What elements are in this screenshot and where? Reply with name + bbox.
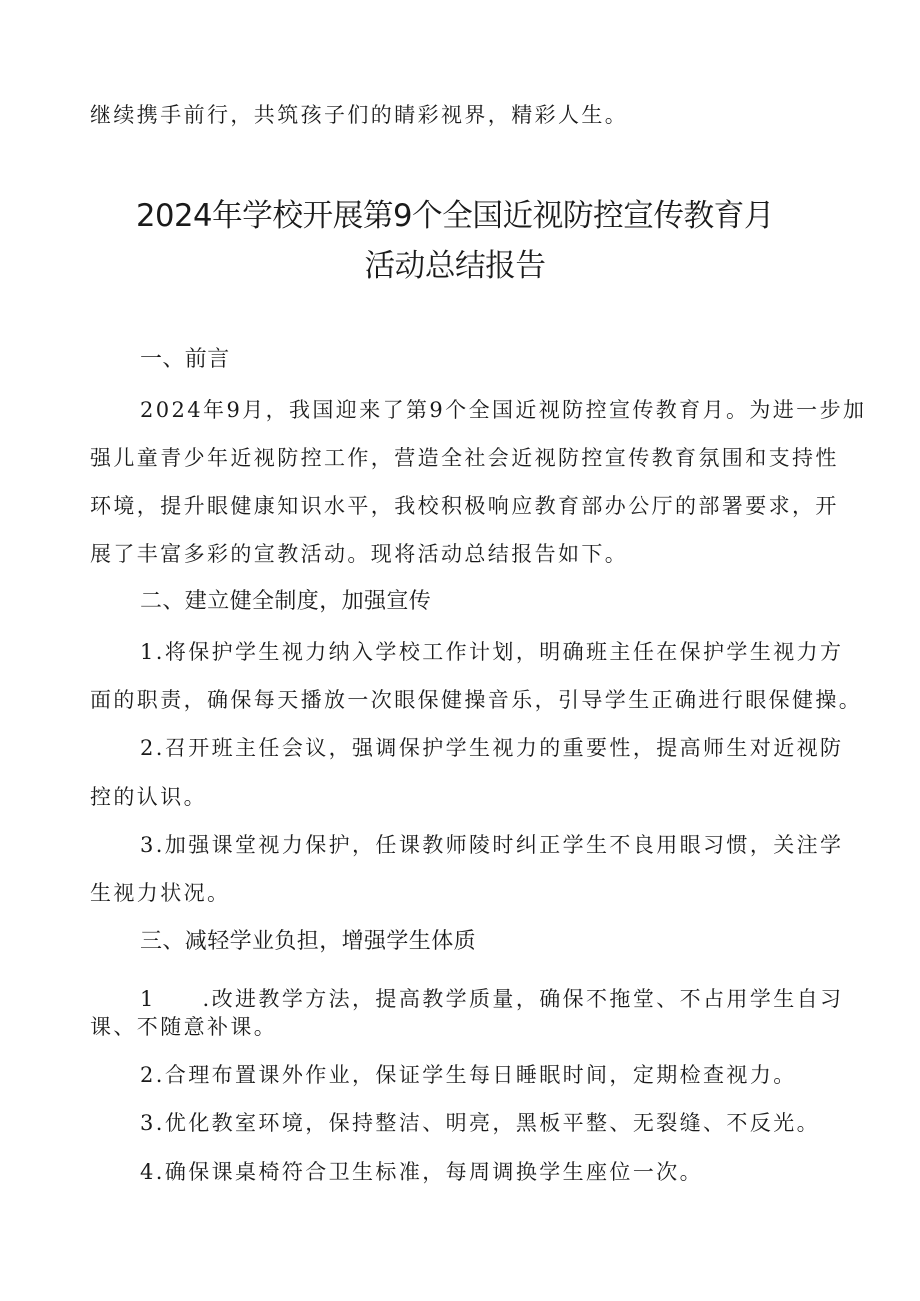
section-2-item-2-line: 控的认识。 [90, 785, 207, 809]
continuation-text: 继续携手前行，共筑孩子们的睛彩视界，精彩人生。 [90, 103, 629, 127]
section-3-item-1-line: 课、不随意补课。 [90, 1015, 278, 1039]
section-1-paragraph-line: 展了丰富多彩的宣教活动。现将活动总结报告如下。 [90, 542, 629, 566]
section-3-heading: 三、减轻学业负担，增强学生体质 [140, 929, 477, 954]
section-2-item-3-line: 生视力状况。 [90, 881, 231, 905]
section-2-item-2-line: 2.召开班主任会议，强调保护学生视力的重要性，提高师生对近视防 [140, 736, 844, 760]
document-title-line-1: 2024年学校开展第9个全国近视防控宣传教育月 [135, 198, 775, 234]
section-2-heading: 二、建立健全制度，加强宣传 [140, 589, 432, 614]
section-3-item-1-line: 1 .改进教学方法，提高教学质量，确保不拖堂、不占用学生自习 [140, 987, 844, 1011]
section-3-item-3: 3.优化教室环境，保持整洁、明亮，黑板平整、无裂缝、不反光。 [140, 1111, 821, 1135]
section-1-paragraph-line: 2024年9月，我国迎来了第9个全国近视防控宣传教育月。为进一步加 [140, 398, 867, 422]
section-2-item-1-line: 1.将保护学生视力纳入学校工作计划，明确班主任在保护学生视力方 [140, 640, 844, 664]
section-2-item-3-line: 3.加强课堂视力保护，任课教师陵时纠正学生不良用眼习惯，关注学 [140, 833, 844, 857]
section-2-item-1-line: 面的职责，确保每天播放一次眼保健操音乐，引导学生正确进行眼保健操。 [90, 688, 863, 712]
section-3-item-2: 2.合理布置课外作业，保证学生每日睡眠时间，定期检查视力。 [140, 1063, 797, 1087]
section-3-item-4: 4.确保课桌椅符合卫生标准，每周调换学生座位一次。 [140, 1160, 704, 1184]
section-1-paragraph-line: 强儿童青少年近视防控工作，营造全社会近视防控宣传教育氛围和支持性 [90, 446, 839, 470]
section-1-heading: 一、前言 [140, 347, 230, 372]
document-title-line-2: 活动总结报告 [364, 248, 546, 284]
section-1-paragraph-line: 环境，提升眼健康知识水平，我校积极响应教育部办公厅的部署要求，开 [90, 494, 839, 518]
